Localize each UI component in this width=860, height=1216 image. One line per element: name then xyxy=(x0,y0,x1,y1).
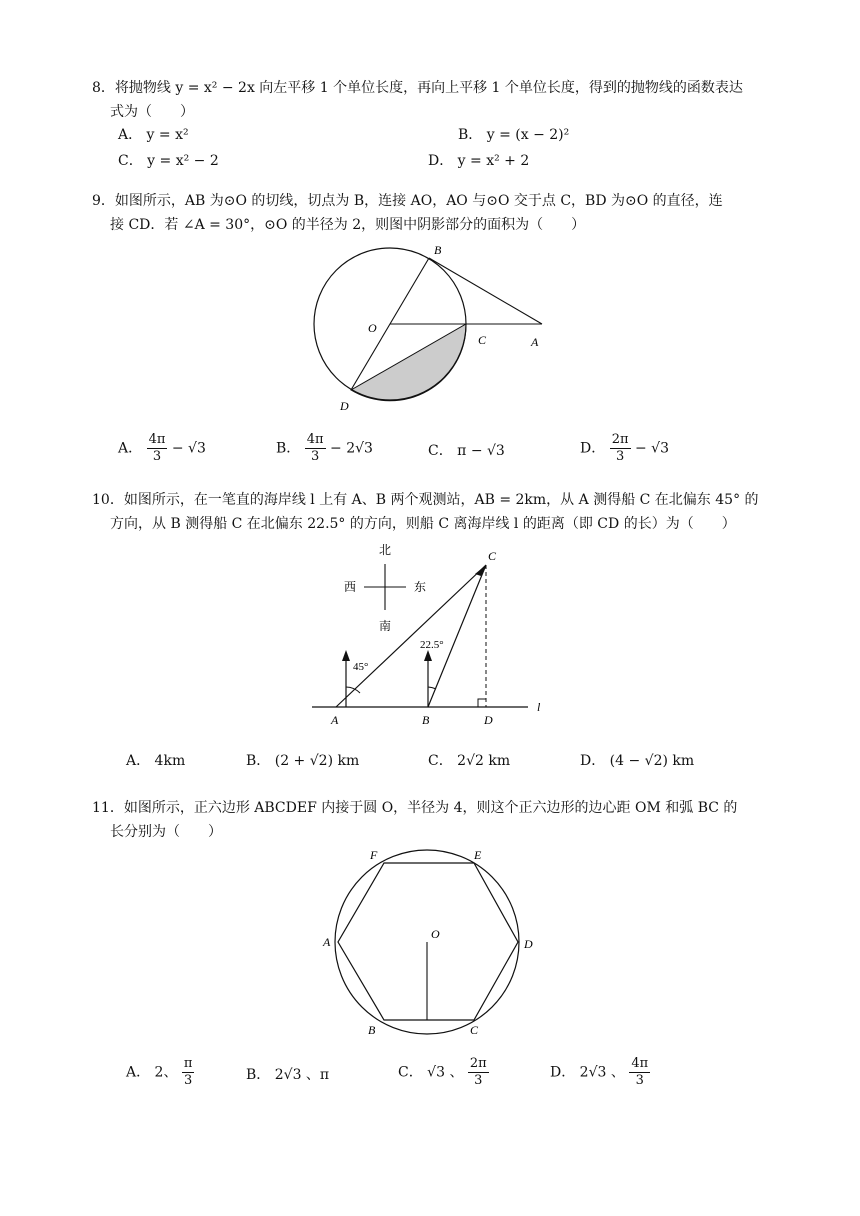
regular-hexagon xyxy=(338,863,518,1020)
option-8c[interactable]: C． y = x² − 2 xyxy=(118,153,219,169)
option-9a[interactable] xyxy=(118,432,206,465)
coastline-figure xyxy=(310,538,560,734)
compass-west: 西 xyxy=(344,580,357,594)
option-10b[interactable]: B． (2 + √2) km xyxy=(246,753,360,769)
question-10-text-line1: 10．如图所示，在一笔直的海岸线 l 上有 A、B 两个观测站，AB = 2km，从 A 测得船 C 在北偏东 45° 的 xyxy=(92,492,759,508)
fraction-11a xyxy=(182,1056,195,1089)
option-9b-numerator: 4π xyxy=(306,432,324,447)
label-c: C xyxy=(470,1023,479,1037)
option-11a-denominator: 3 xyxy=(184,1073,193,1088)
option-11c-numerator: 2π xyxy=(469,1056,487,1071)
label-b: B xyxy=(434,243,442,257)
option-11c-denominator: 3 xyxy=(474,1073,483,1088)
option-9b-tail: − 2√3 xyxy=(330,440,373,457)
label-d: D xyxy=(524,937,533,951)
label-e: E xyxy=(474,848,482,862)
angle-arc-b xyxy=(428,687,436,689)
question-9-text-line2: 接 CD．若 ∠A = 30°，⊙O 的半径为 2，则图中阴影部分的面积为（ ） xyxy=(110,217,586,233)
question-9-text-line1: 9．如图所示，AB 为⊙O 的切线，切点为 B，连接 AO，AO 与⊙O 交于点 C，BD 为⊙O 的直径，连 xyxy=(92,193,723,209)
fraction-9b xyxy=(305,432,326,465)
option-10c[interactable]: C． 2√2 km xyxy=(428,753,511,769)
option-9b-label: B． xyxy=(276,440,301,457)
fraction-11c xyxy=(468,1056,489,1089)
option-11c[interactable] xyxy=(398,1056,489,1089)
label-d: D xyxy=(340,399,349,413)
label-b: B xyxy=(422,713,430,727)
label-o: O xyxy=(368,321,377,335)
option-8b[interactable]: B． y = (x − 2)² xyxy=(458,127,570,143)
hexagon-figure xyxy=(310,842,550,1040)
circle-tangent-figure xyxy=(300,240,560,420)
angle-arc-a xyxy=(346,687,360,693)
compass-east: 东 xyxy=(414,580,427,594)
option-10d[interactable]: D． (4 − √2) km xyxy=(580,753,695,769)
label-d: D xyxy=(484,713,493,727)
question-8 xyxy=(92,76,772,124)
option-9a-tail: − √3 xyxy=(171,440,206,457)
question-10-text-line2: 方向，从 B 测得船 C 在北偏东 22.5° 的方向，则船 C 离海岸线 l 的距离（即 CD 的长）为（ ） xyxy=(110,516,736,532)
fraction-11d xyxy=(629,1056,650,1089)
question-10 xyxy=(92,488,772,536)
angle-label-22-5: 22.5° xyxy=(420,639,444,651)
north-arrow-b-head xyxy=(424,650,432,661)
option-8d[interactable]: D． y = x² + 2 xyxy=(428,153,530,169)
label-a: A xyxy=(331,713,339,727)
option-9d-numerator: 2π xyxy=(611,432,629,447)
question-11 xyxy=(92,796,772,844)
option-9d-denominator: 3 xyxy=(615,449,625,464)
option-9b-denominator: 3 xyxy=(311,449,320,464)
shaded-segment xyxy=(351,324,466,401)
line-ac xyxy=(336,565,486,707)
right-angle-mark xyxy=(478,699,486,707)
option-9b[interactable] xyxy=(276,432,373,465)
option-9d[interactable] xyxy=(580,432,669,465)
fraction-9d xyxy=(610,432,631,465)
compass-north: 北 xyxy=(379,543,392,557)
option-11d[interactable] xyxy=(550,1056,650,1089)
label-c: C xyxy=(488,549,497,563)
north-arrow-a-head xyxy=(342,650,350,661)
option-11a-label: A． 2、 xyxy=(126,1064,178,1081)
line-bc xyxy=(428,565,486,707)
question-11-text-line2: 长分别为（ ） xyxy=(110,824,222,840)
option-9a-denominator: 3 xyxy=(152,449,162,464)
option-11d-label: D． 2√3 、 xyxy=(550,1064,625,1081)
option-11b[interactable]: B． 2√3 、π xyxy=(246,1067,330,1083)
option-11d-denominator: 3 xyxy=(635,1073,644,1088)
option-11c-label: C． √3 、 xyxy=(398,1064,464,1081)
option-10a[interactable]: A． 4km xyxy=(126,753,186,769)
question-8-text-line2: 式为（ ） xyxy=(110,104,194,120)
label-b: B xyxy=(368,1023,376,1037)
option-11a-numerator: π xyxy=(183,1056,193,1071)
compass-south: 南 xyxy=(379,619,392,633)
angle-label-45: 45° xyxy=(353,661,369,673)
option-11d-numerator: 4π xyxy=(631,1056,649,1071)
label-c: C xyxy=(478,333,487,347)
option-9d-label: D． xyxy=(580,440,606,457)
option-9d-tail: − √3 xyxy=(634,440,669,457)
question-11-text-line1: 11．如图所示，正六边形 ABCDEF 内接于圆 O，半径为 4，则这个正六边形的边心距 OM 和弧 BC 的 xyxy=(92,800,738,816)
option-9c[interactable]: C． π − √3 xyxy=(428,443,505,459)
fraction-9a xyxy=(147,432,168,465)
label-f: F xyxy=(370,848,378,862)
option-8a[interactable]: A． y = x² xyxy=(118,127,189,143)
question-9 xyxy=(92,189,772,237)
label-l: l xyxy=(537,700,541,714)
option-9a-numerator: 4π xyxy=(148,432,166,447)
question-8-text-line1: 8．将抛物线 y = x² − 2x 向左平移 1 个单位长度，再向上平移 1 个单位长度，得到的抛物线的函数表达 xyxy=(92,80,743,96)
option-11a[interactable] xyxy=(126,1056,194,1089)
label-o: O xyxy=(431,927,440,941)
label-a: A xyxy=(323,935,331,949)
option-9a-label: A． xyxy=(118,440,143,457)
tangent-ab xyxy=(429,258,542,324)
label-a: A xyxy=(531,335,539,349)
